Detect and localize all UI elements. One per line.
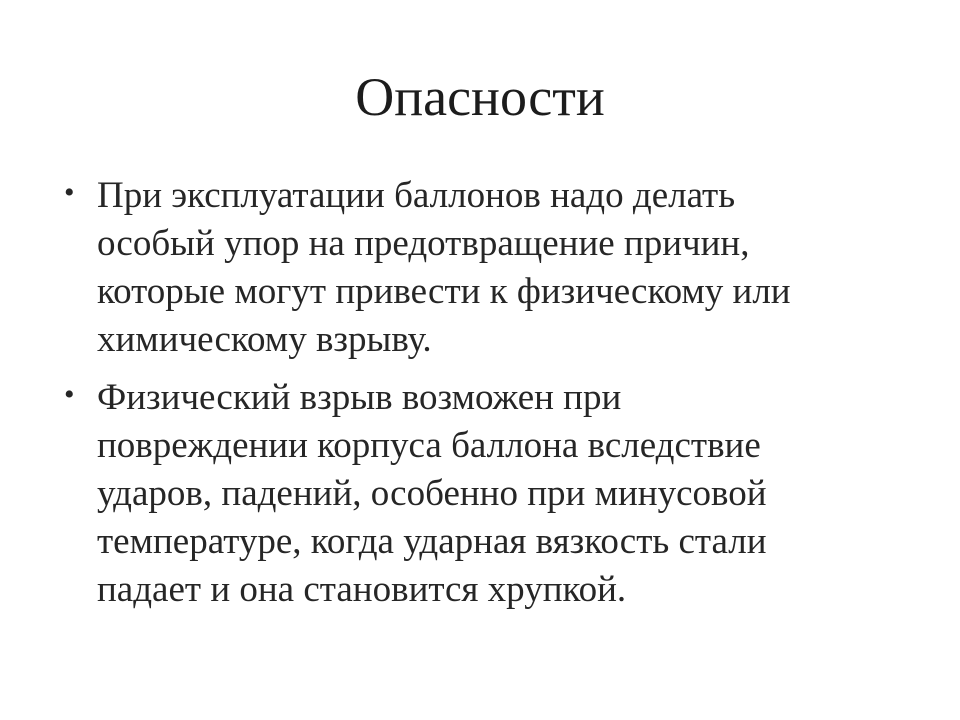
bullet-text-line: химическому взрыву. bbox=[97, 319, 432, 360]
bullet-item bbox=[64, 374, 904, 614]
slide-title: Опасности bbox=[355, 67, 605, 127]
bullet-text-line: падает и она становится хрупкой. bbox=[97, 569, 627, 610]
bullet-marker: • bbox=[64, 378, 75, 411]
bullet-list bbox=[64, 172, 904, 614]
bullet-text-line: особый упор на предотвращение причин, bbox=[97, 223, 750, 264]
bullet-marker: • bbox=[64, 176, 75, 209]
bullet-text-line: повреждении корпуса баллона вследствие bbox=[97, 425, 761, 466]
bullet-text-line: ударов, падений, особенно при минусовой bbox=[97, 473, 767, 514]
bullet-text-line: При эксплуатации баллонов надо делать bbox=[97, 175, 736, 216]
bullet-item bbox=[64, 172, 904, 364]
bullet-text-line: которые могут привести к физическому или bbox=[97, 271, 791, 312]
bullet-text-line: температуре, когда ударная вязкость стали bbox=[97, 521, 767, 562]
bullet-text-line: Физический взрыв возможен при bbox=[97, 377, 622, 418]
